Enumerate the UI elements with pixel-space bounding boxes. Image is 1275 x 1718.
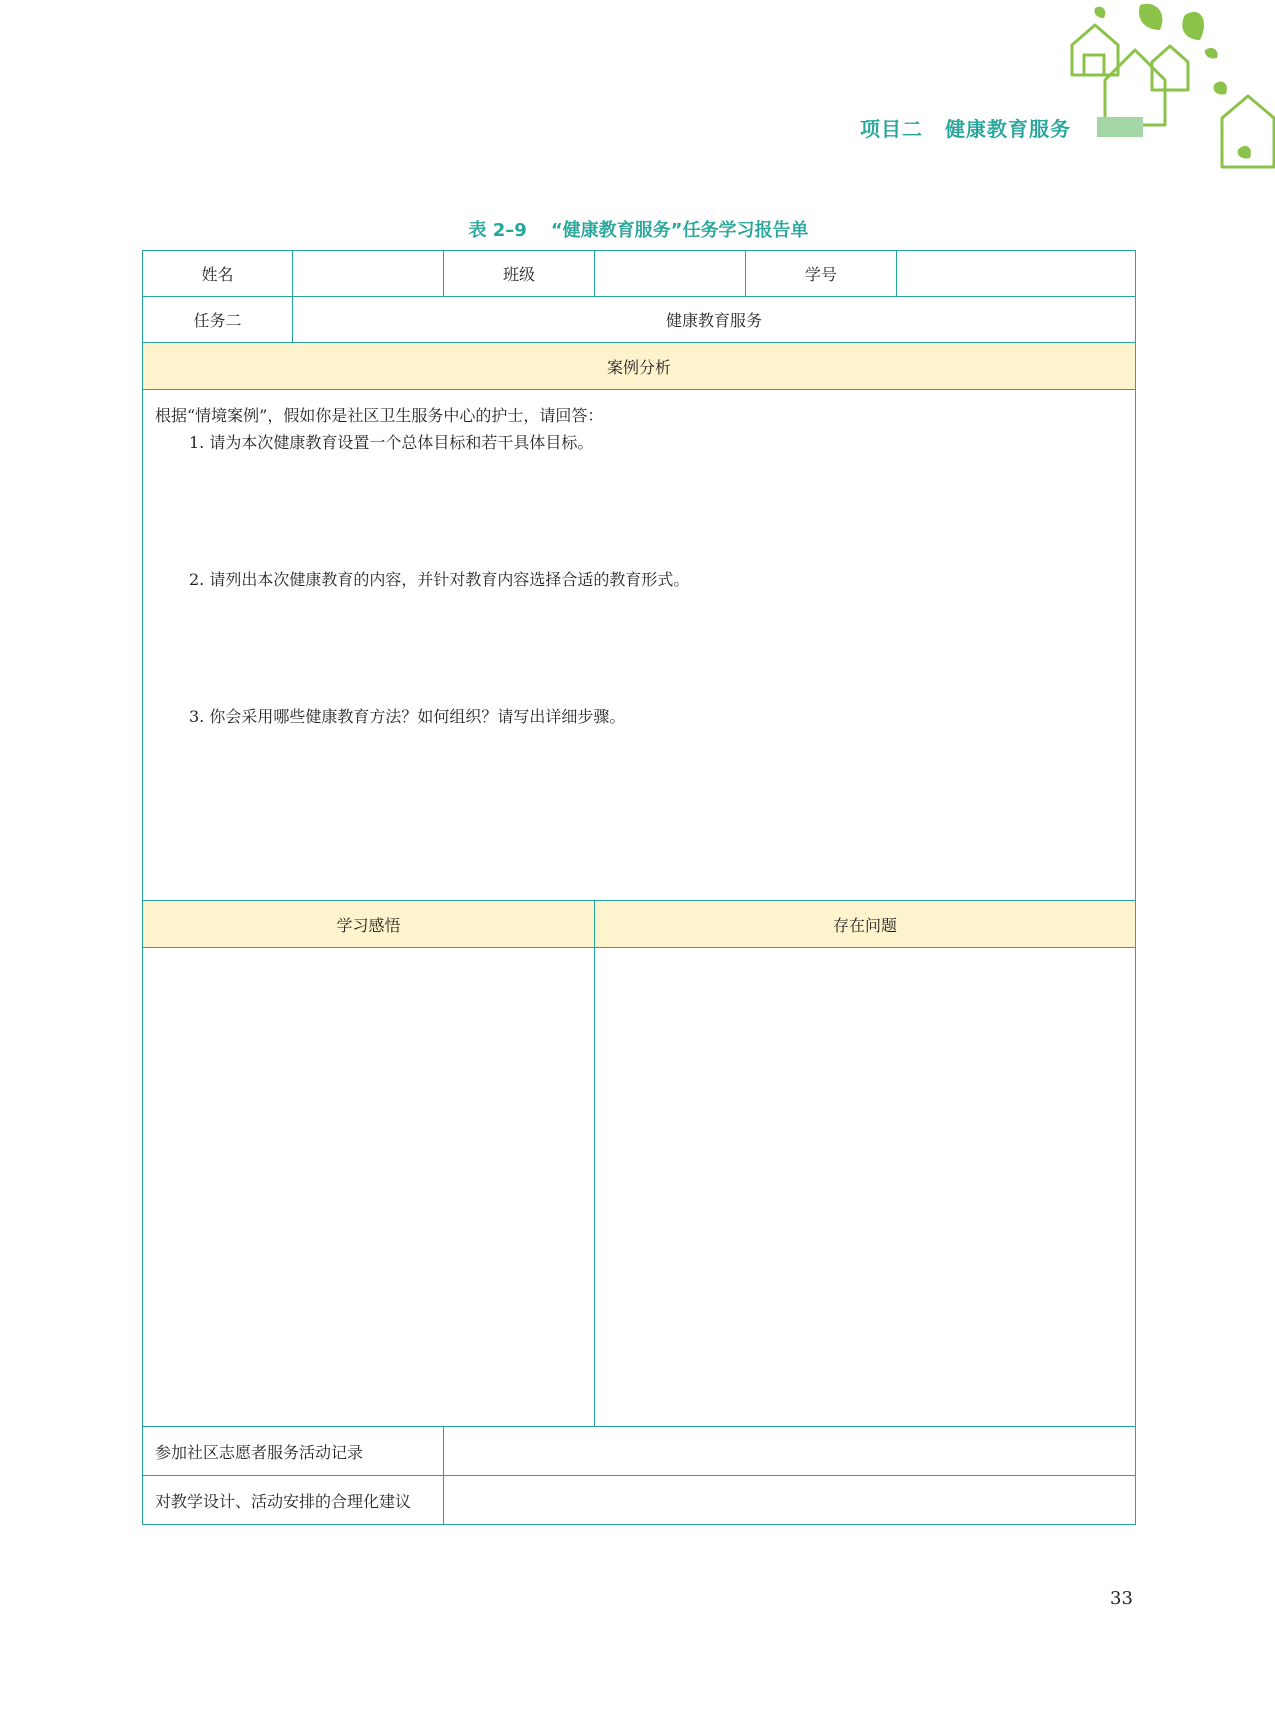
table-number: 表 2–9 bbox=[468, 220, 527, 241]
suggestion-row bbox=[143, 1476, 1136, 1525]
task-value: 健康教育服务 bbox=[293, 297, 1136, 343]
page-number: 33 bbox=[1110, 1588, 1133, 1609]
case-analysis-body-row bbox=[143, 390, 1136, 901]
running-head-title: 健康教育服务 bbox=[945, 116, 1071, 141]
running-head-project: 项目二 bbox=[860, 116, 923, 141]
info-row bbox=[143, 251, 1136, 297]
student-id-field[interactable] bbox=[897, 251, 1136, 297]
case-analysis-answer-area[interactable] bbox=[143, 390, 1136, 901]
insights-answer-area[interactable] bbox=[143, 948, 595, 1427]
name-label: 姓名 bbox=[143, 251, 293, 297]
running-head bbox=[860, 112, 1143, 142]
student-id-label: 学号 bbox=[746, 251, 897, 297]
case-intro: 根据“情境案例”，假如你是社区卫生服务中心的护士，请回答： bbox=[155, 406, 604, 425]
class-field[interactable] bbox=[595, 251, 746, 297]
report-table bbox=[142, 250, 1136, 1525]
volunteer-record-label: 参加社区志愿者服务活动记录 bbox=[143, 1427, 444, 1476]
volunteer-record-field[interactable] bbox=[444, 1427, 1136, 1476]
house-leaves-decoration bbox=[1060, 0, 1275, 180]
table-title: “健康教育服务”任务学习报告单 bbox=[550, 220, 809, 241]
reflection-header-row bbox=[143, 901, 1136, 948]
problems-header: 存在问题 bbox=[595, 901, 1136, 948]
name-field[interactable] bbox=[293, 251, 444, 297]
insights-header: 学习感悟 bbox=[143, 901, 595, 948]
case-analysis-header-row bbox=[143, 343, 1136, 390]
task-row bbox=[143, 297, 1136, 343]
case-analysis-header: 案例分析 bbox=[143, 343, 1136, 390]
suggestion-label: 对教学设计、活动安排的合理化建议 bbox=[143, 1476, 444, 1525]
table-caption bbox=[142, 216, 1135, 242]
task-label: 任务二 bbox=[143, 297, 293, 343]
question-1: 1. 请为本次健康教育设置一个总体目标和若干具体目标。 bbox=[189, 433, 594, 452]
suggestion-field[interactable] bbox=[444, 1476, 1136, 1525]
reflection-body-row bbox=[143, 948, 1136, 1427]
running-head-bar bbox=[1097, 117, 1143, 137]
volunteer-record-row bbox=[143, 1427, 1136, 1476]
problems-answer-area[interactable] bbox=[595, 948, 1136, 1427]
question-3: 3. 你会采用哪些健康教育方法？如何组织？请写出详细步骤。 bbox=[189, 707, 626, 726]
question-2: 2. 请列出本次健康教育的内容，并针对教育内容选择合适的教育形式。 bbox=[189, 570, 690, 589]
class-label: 班级 bbox=[444, 251, 595, 297]
